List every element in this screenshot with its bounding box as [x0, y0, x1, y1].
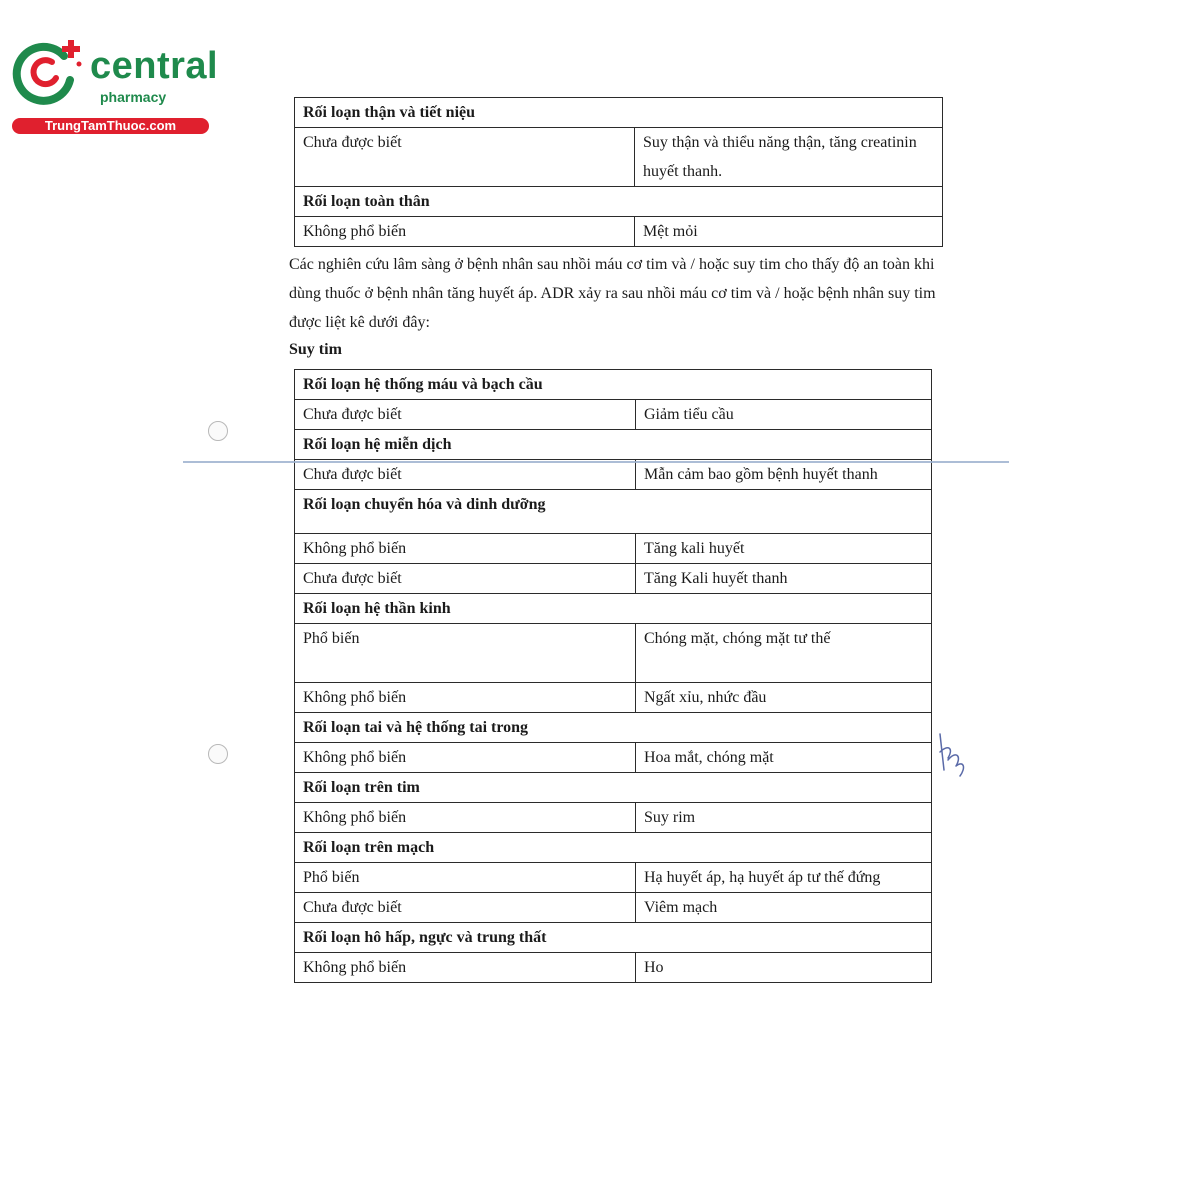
central-pharmacy-logo[interactable]	[12, 38, 219, 138]
frequency-cell: Không phổ biến	[295, 683, 636, 713]
table-row	[295, 534, 932, 564]
scan-artifact-line	[183, 461, 1009, 463]
adverse-effect-cell: Hoa mắt, chóng mặt	[636, 743, 932, 773]
section-title-heart-failure: Suy tim	[289, 341, 342, 358]
table-section-header-row	[295, 833, 932, 863]
table-row	[295, 863, 932, 893]
table-section-header-row	[295, 370, 932, 400]
section-header-cell: Rối loạn trên tim	[295, 773, 932, 803]
section-header-cell: Rối loạn toàn thân	[295, 187, 943, 217]
table-row	[295, 564, 932, 594]
table-row	[295, 953, 932, 983]
table-row	[295, 893, 932, 923]
section-header-cell: Rối loạn thận và tiết niệu	[295, 98, 943, 128]
section-header-cell: Rối loạn trên mạch	[295, 833, 932, 863]
section-header-cell: Rối loạn tai và hệ thống tai trong	[295, 713, 932, 743]
logo-brand-name: central	[90, 45, 219, 87]
adverse-effect-cell: Tăng Kali huyết thanh	[636, 564, 932, 594]
adverse-effect-cell: Hạ huyết áp, hạ huyết áp tư thế đứng	[636, 863, 932, 893]
section-header-cell: Rối loạn hệ thần kinh	[295, 594, 932, 624]
table-row	[295, 624, 932, 683]
table-section-header-row	[295, 923, 932, 953]
adverse-effect-cell: Suy rim	[636, 803, 932, 833]
section-header-cell: Rối loạn hệ miễn dịch	[295, 430, 932, 460]
pharmacy-cross-logo-icon	[12, 38, 92, 108]
frequency-cell: Chưa được biết	[295, 893, 636, 923]
adverse-effect-cell: Mẫn cảm bao gồm bệnh huyết thanh	[636, 460, 932, 490]
table-row	[295, 683, 932, 713]
adverse-effect-cell: Giảm tiểu cầu	[636, 400, 932, 430]
intro-paragraph: Các nghiên cứu lâm sàng ở bệnh nhân sau nhồi máu cơ tim và / hoặc suy tim cho thấy độ an toàn khi dùng thuốc ở bệnh nhân tăng huyết áp. ADR xảy ra sau nhồi máu cơ tim và / hoặc bệnh nhân suy tim được liệt kê dưới đây:	[289, 256, 936, 331]
section-header-cell: Rối loạn chuyển hóa và dinh dưỡng	[295, 490, 932, 534]
table-section-header-row	[295, 430, 932, 460]
logo-website-link[interactable]: TrungTamThuoc.com	[12, 118, 209, 134]
table-section-header-row	[295, 594, 932, 624]
table-section-header-row	[295, 187, 943, 217]
table-section-header-row	[295, 490, 932, 534]
frequency-cell: Phổ biến	[295, 624, 636, 683]
table-section-header-row	[295, 773, 932, 803]
handwritten-initials-mark	[934, 730, 970, 782]
frequency-cell: Không phổ biến	[295, 803, 636, 833]
adr-table-general	[294, 97, 943, 247]
frequency-cell: Chưa được biết	[295, 400, 636, 430]
table-row	[295, 217, 943, 247]
frequency-cell: Không phổ biến	[295, 743, 636, 773]
table-row	[295, 743, 932, 773]
adverse-effect-cell: Chóng mặt, chóng mặt tư thế	[636, 624, 932, 683]
table-section-header-row	[295, 98, 943, 128]
frequency-cell: Không phổ biến	[295, 534, 636, 564]
adverse-effect-cell: Tăng kali huyết	[636, 534, 932, 564]
frequency-cell: Chưa được biết	[295, 128, 635, 187]
adverse-effect-cell: Viêm mạch	[636, 893, 932, 923]
adverse-effect-cell: Ngất xỉu, nhức đầu	[636, 683, 932, 713]
adverse-effect-cell: Mệt mỏi	[635, 217, 943, 247]
punch-hole-top	[208, 421, 228, 441]
adverse-effect-cell: Ho	[636, 953, 932, 983]
table-row	[295, 460, 932, 490]
punch-hole-bottom	[208, 744, 228, 764]
frequency-cell: Chưa được biết	[295, 564, 636, 594]
frequency-cell: Không phổ biến	[295, 217, 635, 247]
adverse-effect-cell: Suy thận và thiểu năng thận, tăng creatinin huyết thanh.	[635, 128, 943, 187]
table-row	[295, 128, 943, 187]
frequency-cell: Phổ biến	[295, 863, 636, 893]
table-row	[295, 803, 932, 833]
table-section-header-row	[295, 713, 932, 743]
frequency-cell: Chưa được biết	[295, 460, 636, 490]
section-header-cell: Rối loạn hệ thống máu và bạch cầu	[295, 370, 932, 400]
frequency-cell: Không phổ biến	[295, 953, 636, 983]
section-header-cell: Rối loạn hô hấp, ngực và trung thất	[295, 923, 932, 953]
table-row	[295, 400, 932, 430]
logo-subtitle: pharmacy	[100, 89, 167, 105]
